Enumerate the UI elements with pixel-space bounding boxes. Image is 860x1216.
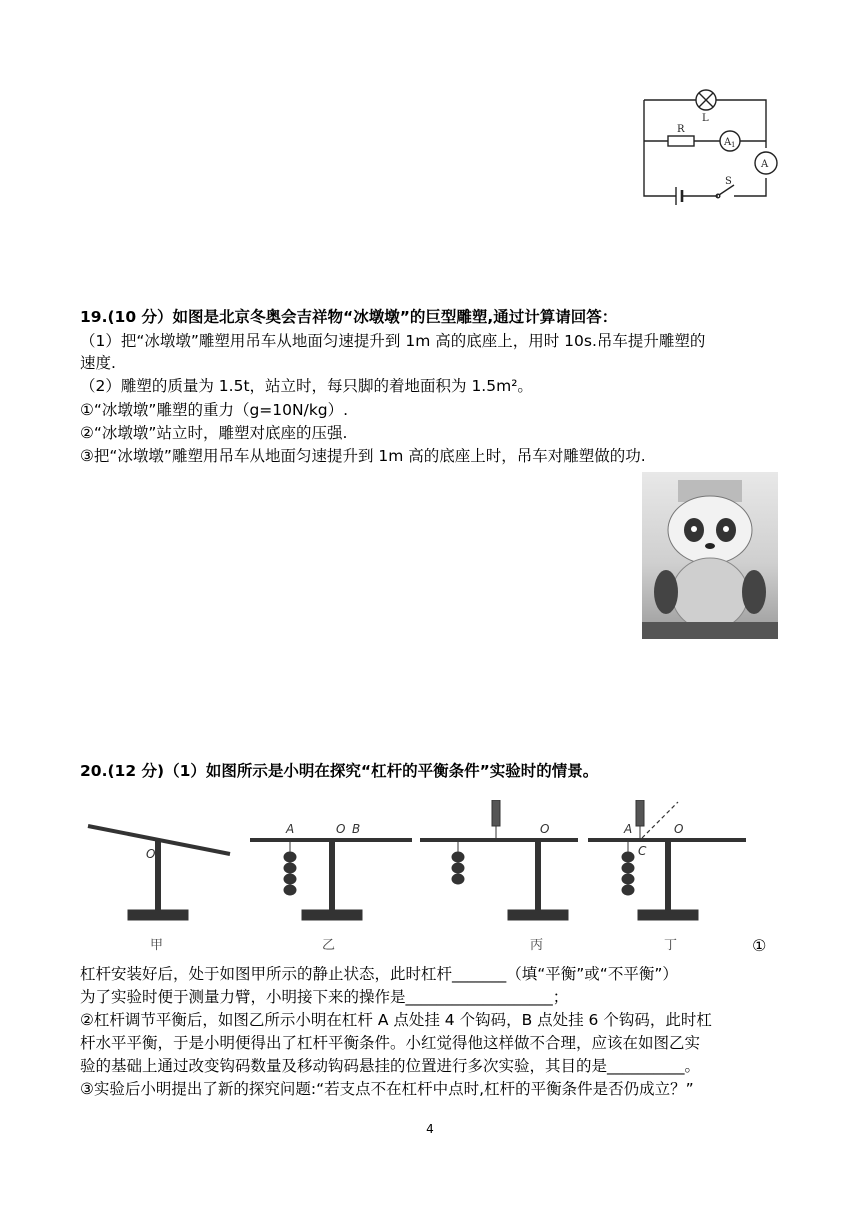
lever-figures (82, 800, 762, 930)
circuit-diagram (636, 88, 786, 206)
pivot-label-ding: O (674, 822, 684, 836)
resistor-symbol (668, 136, 694, 146)
switch-label: S (725, 176, 732, 187)
figure-bing (420, 800, 578, 920)
point-c-label-ding: C (638, 844, 647, 858)
q20-line5: 验的基础上通过改变钩码数量及移动钩码悬挂的位置进行多次实验，其目的是__________。 (80, 1057, 701, 1075)
figure-yi (250, 822, 412, 920)
panda-sculpture-photo (642, 472, 778, 639)
figure-jia (88, 826, 230, 920)
pivot-label-yi: O (336, 822, 346, 836)
point-b-label-yi: B (352, 822, 361, 836)
q19-sub1: ①“冰墩墩”雕塑的重力（g=10N/kg）. (80, 401, 349, 419)
q19-sub2: ②“冰墩墩”站立时，雕塑对底座的压强. (80, 424, 348, 442)
ammeter1-label: A (724, 137, 732, 148)
q19-part1-line1: （1）把“冰墩墩”雕塑用吊车从地面匀速提升到 1m 高的底座上，用时 10s.吊车提升雕塑的 (80, 332, 706, 350)
q20-title: 20.(12 分)（1）如图所示是小明在探究“杠杆的平衡条件”实验时的情景。 (80, 762, 599, 780)
figure-ding (588, 800, 746, 920)
caption-yi: 乙 (322, 938, 336, 953)
caption-bing: 丙 (530, 938, 544, 953)
lamp-label: L (702, 113, 709, 124)
item-marker: ① (752, 936, 767, 955)
caption-ding: 丁 (664, 938, 678, 953)
point-a-label-ding: A (624, 822, 633, 836)
q19-part1-line2: 速度. (80, 354, 116, 372)
pivot-label-jia: O (146, 847, 156, 861)
q19-title: 19.(10 分）如图是北京冬奥会吉祥物“冰墩墩”的巨型雕塑,通过计算请回答： (80, 308, 618, 326)
q19-part2: （2）雕塑的质量为 1.5t，站立时，每只脚的着地面积为 1.5m²。 (80, 377, 533, 395)
q20-line6: ③实验后小明提出了新的探究问题:“若支点不在杠杆中点时,杠杆的平衡条件是否仍成立？” (80, 1080, 694, 1098)
page-number: 4 (426, 1122, 434, 1136)
pivot-label-bing: O (540, 822, 550, 836)
q20-line4: 杆水平平衡，于是小明便得出了杠杆平衡条件。小红觉得他这样做不合理，应该在如图乙实 (80, 1034, 701, 1052)
q20-line3: ②杠杆调节平衡后，如图乙所示小明在杠杆 A 点处挂 4 个钩码，B 点处挂 6 个钩码，此时杠 (80, 1011, 712, 1029)
point-a-label-yi: A (286, 822, 295, 836)
q20-line2: 为了实验时便于测量力臂，小明接下来的操作是___________________； (80, 988, 569, 1006)
ammeter1-subscript: 1 (731, 141, 736, 149)
q19-sub3: ③把“冰墩墩”雕塑用吊车从地面匀速提升到 1m 高的底座上时，吊车对雕塑做的功. (80, 447, 646, 465)
resistor-label: R (677, 124, 685, 135)
q20-line1: 杠杆安装好后，处于如图甲所示的静止状态，此时杠杆_______（填“平衡”或“不平衡”） (80, 965, 678, 983)
caption-jia: 甲 (150, 938, 164, 953)
ammeter-label: A (761, 159, 769, 170)
